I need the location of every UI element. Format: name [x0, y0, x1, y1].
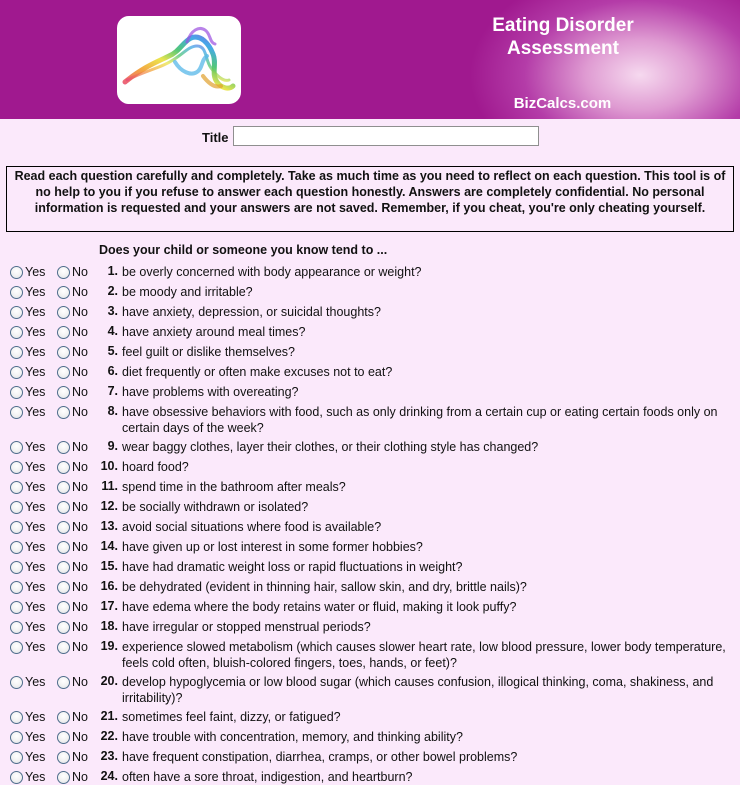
no-option[interactable] — [57, 538, 88, 556]
question-text: be moody and irritable? — [122, 285, 253, 299]
yes-option[interactable] — [10, 478, 45, 496]
no-option[interactable] — [57, 263, 88, 281]
question-row — [0, 383, 740, 401]
no-option[interactable] — [57, 598, 88, 616]
question-row — [0, 363, 740, 381]
question-row — [0, 403, 740, 435]
question-row — [0, 708, 740, 726]
no-label: No — [72, 560, 88, 574]
yes-option[interactable] — [10, 598, 45, 616]
yes-label: Yes — [25, 365, 46, 379]
question-number: 7. — [107, 384, 118, 398]
question-number: 15. — [100, 559, 118, 573]
question-number: 8. — [107, 404, 118, 418]
no-radio[interactable] — [57, 731, 70, 744]
no-label: No — [72, 540, 88, 554]
yes-label: Yes — [25, 640, 46, 654]
no-label: No — [72, 750, 88, 764]
no-radio[interactable] — [57, 521, 70, 534]
yes-option[interactable] — [10, 708, 45, 726]
no-label: No — [72, 500, 88, 514]
yes-label: Yes — [25, 710, 46, 724]
yes-radio[interactable] — [10, 286, 23, 299]
no-label: No — [72, 365, 88, 379]
no-option[interactable] — [57, 558, 88, 576]
question-text: experience slowed metabolism (which causes slower heart rate, low blood pressure, lower body temperature, feels cold often, bluish-colored fingers, toes, hands, or feet)? — [122, 640, 726, 670]
question-text: have obsessive behaviors with food, such as only drinking from a certain cup or eating certain foods only on certain days of the week? — [122, 405, 718, 435]
yes-option[interactable] — [10, 363, 45, 381]
yes-label: Yes — [25, 460, 46, 474]
question-row — [0, 323, 740, 341]
no-radio[interactable] — [57, 326, 70, 339]
question-text: often have a sore throat, indigestion, and heartburn? — [122, 770, 413, 784]
question-row — [0, 748, 740, 766]
title-row — [0, 126, 740, 148]
no-radio[interactable] — [57, 711, 70, 724]
no-radio[interactable] — [57, 641, 70, 654]
yes-label: Yes — [25, 345, 46, 359]
no-label: No — [72, 580, 88, 594]
question-row — [0, 498, 740, 516]
yes-option[interactable] — [10, 303, 45, 321]
yes-radio[interactable] — [10, 441, 23, 454]
yes-label: Yes — [25, 265, 46, 279]
question-text: develop hypoglycemia or low blood sugar (which causes confusion, illogical thinking, coma, shakiness, and irritability)? — [122, 675, 714, 705]
yes-option[interactable] — [10, 438, 45, 456]
yes-label: Yes — [25, 500, 46, 514]
question-number: 20. — [100, 674, 118, 688]
yes-radio[interactable] — [10, 521, 23, 534]
app-title-line1: Eating Disorder — [492, 15, 634, 36]
question-number: 5. — [107, 344, 118, 358]
question-text: have trouble with concentration, memory, and thinking ability? — [122, 730, 463, 744]
no-label: No — [72, 710, 88, 724]
yes-label: Yes — [25, 560, 46, 574]
no-option[interactable] — [57, 343, 88, 361]
yes-radio[interactable] — [10, 386, 23, 399]
yes-label: Yes — [25, 675, 46, 689]
no-label: No — [72, 460, 88, 474]
no-option[interactable] — [57, 768, 88, 785]
no-radio[interactable] — [57, 581, 70, 594]
question-text: have given up or lost interest in some former hobbies? — [122, 540, 423, 554]
header-banner — [0, 0, 740, 119]
no-label: No — [72, 440, 88, 454]
question-row — [0, 538, 740, 556]
yes-label: Yes — [25, 540, 46, 554]
yes-option[interactable] — [10, 518, 45, 536]
question-number: 6. — [107, 364, 118, 378]
yes-option[interactable] — [10, 498, 45, 516]
question-text: have anxiety, depression, or suicidal thoughts? — [122, 305, 381, 319]
question-row — [0, 768, 740, 785]
no-option[interactable] — [57, 363, 88, 381]
no-label: No — [72, 265, 88, 279]
no-radio[interactable] — [57, 366, 70, 379]
no-radio[interactable] — [57, 561, 70, 574]
no-label: No — [72, 480, 88, 494]
no-option[interactable] — [57, 708, 88, 726]
no-radio[interactable] — [57, 406, 70, 419]
yes-label: Yes — [25, 730, 46, 744]
no-option[interactable] — [57, 458, 88, 476]
yes-option[interactable] — [10, 578, 45, 596]
no-option[interactable] — [57, 638, 88, 656]
no-label: No — [72, 345, 88, 359]
no-option[interactable] — [57, 578, 88, 596]
question-text: be overly concerned with body appearance or weight? — [122, 265, 422, 279]
no-option[interactable] — [57, 383, 88, 401]
yes-radio[interactable] — [10, 346, 23, 359]
question-row — [0, 518, 740, 536]
no-option[interactable] — [57, 618, 88, 636]
question-text: be dehydrated (evident in thinning hair, sallow skin, and dry, brittle nails)? — [122, 580, 527, 594]
question-number: 17. — [100, 599, 118, 613]
no-radio[interactable] — [57, 286, 70, 299]
no-radio[interactable] — [57, 751, 70, 764]
yes-option[interactable] — [10, 558, 45, 576]
no-radio[interactable] — [57, 386, 70, 399]
yes-radio[interactable] — [10, 641, 23, 654]
yes-label: Yes — [25, 480, 46, 494]
yes-label: Yes — [25, 580, 46, 594]
question-number: 18. — [100, 619, 118, 633]
question-text: have edema where the body retains water or fluid, making it look puffy? — [122, 600, 517, 614]
no-radio[interactable] — [57, 771, 70, 784]
yes-option[interactable] — [10, 618, 45, 636]
yes-option[interactable] — [10, 383, 45, 401]
question-number: 2. — [107, 284, 118, 298]
question-number: 23. — [100, 749, 118, 763]
no-radio[interactable] — [57, 501, 70, 514]
yes-label: Yes — [25, 385, 46, 399]
title-label: Title — [202, 130, 229, 145]
yes-option[interactable] — [10, 283, 45, 301]
no-radio[interactable] — [57, 306, 70, 319]
yes-label: Yes — [25, 440, 46, 454]
yes-radio[interactable] — [10, 751, 23, 764]
no-radio[interactable] — [57, 601, 70, 614]
question-number: 21. — [100, 709, 118, 723]
question-number: 10. — [100, 459, 118, 473]
yes-radio[interactable] — [10, 676, 23, 689]
question-number: 16. — [100, 579, 118, 593]
question-number: 1. — [107, 264, 118, 278]
yes-option[interactable] — [10, 323, 45, 341]
no-label: No — [72, 620, 88, 634]
no-radio[interactable] — [57, 266, 70, 279]
question-row — [0, 478, 740, 496]
yes-label: Yes — [25, 600, 46, 614]
yes-option[interactable] — [10, 538, 45, 556]
no-option[interactable] — [57, 518, 88, 536]
yes-radio[interactable] — [10, 561, 23, 574]
yes-radio[interactable] — [10, 266, 23, 279]
question-text: have frequent constipation, diarrhea, cramps, or other bowel problems? — [122, 750, 518, 764]
yes-radio[interactable] — [10, 326, 23, 339]
question-text: wear baggy clothes, layer their clothes, or their clothing style has changed? — [122, 440, 539, 454]
question-text: diet frequently or often make excuses not to eat? — [122, 365, 393, 379]
no-label: No — [72, 325, 88, 339]
yes-radio[interactable] — [10, 406, 23, 419]
no-option[interactable] — [57, 673, 88, 691]
question-row — [0, 673, 740, 705]
question-number: 24. — [100, 769, 118, 783]
question-text: have had dramatic weight loss or rapid fluctuations in weight? — [122, 560, 463, 574]
yes-option[interactable] — [10, 263, 45, 281]
yes-radio[interactable] — [10, 621, 23, 634]
no-label: No — [72, 770, 88, 784]
question-number: 12. — [100, 499, 118, 513]
no-option[interactable] — [57, 498, 88, 516]
question-row — [0, 638, 740, 670]
question-text: have problems with overeating? — [122, 385, 299, 399]
yes-radio[interactable] — [10, 581, 23, 594]
question-prompt: Does your child or someone you know tend to ... — [99, 243, 388, 257]
no-radio[interactable] — [57, 461, 70, 474]
yes-radio[interactable] — [10, 541, 23, 554]
yes-label: Yes — [25, 620, 46, 634]
question-row — [0, 343, 740, 361]
question-number: 11. — [101, 479, 118, 493]
question-row — [0, 438, 740, 456]
question-text: hoard food? — [122, 460, 189, 474]
question-row — [0, 578, 740, 596]
app-title — [470, 14, 656, 60]
question-row — [0, 283, 740, 301]
question-row — [0, 598, 740, 616]
yes-label: Yes — [25, 305, 46, 319]
no-label: No — [72, 285, 88, 299]
yes-label: Yes — [25, 770, 46, 784]
no-label: No — [72, 675, 88, 689]
yes-radio[interactable] — [10, 771, 23, 784]
yes-option[interactable] — [10, 403, 45, 421]
rainbow-smoke-logo-icon — [117, 16, 241, 104]
yes-radio[interactable] — [10, 461, 23, 474]
yes-option[interactable] — [10, 728, 45, 746]
no-label: No — [72, 405, 88, 419]
yes-label: Yes — [25, 325, 46, 339]
yes-option[interactable] — [10, 638, 45, 656]
question-number: 22. — [100, 729, 118, 743]
no-radio[interactable] — [57, 676, 70, 689]
question-text: feel guilt or dislike themselves? — [122, 345, 295, 359]
yes-option[interactable] — [10, 768, 45, 785]
no-option[interactable] — [57, 728, 88, 746]
question-text: be socially withdrawn or isolated? — [122, 500, 309, 514]
question-row — [0, 458, 740, 476]
yes-option[interactable] — [10, 673, 45, 691]
app-title-line2: Assessment — [507, 38, 619, 59]
instructions-box: Read each question carefully and completely. Take as much time as you need to reflect on each question. This tool is of no help to you if you refuse to answer each question honestly. Answers are completely confidential. No personal information is requested and your answers are not saved. Remember, if you cheat, you're only cheating yourself. — [6, 166, 734, 232]
no-label: No — [72, 520, 88, 534]
yes-label: Yes — [25, 750, 46, 764]
question-number: 9. — [107, 439, 118, 453]
no-option[interactable] — [57, 323, 88, 341]
question-number: 19. — [100, 639, 118, 653]
no-radio[interactable] — [57, 541, 70, 554]
no-label: No — [72, 305, 88, 319]
no-option[interactable] — [57, 438, 88, 456]
yes-option[interactable] — [10, 343, 45, 361]
yes-radio[interactable] — [10, 306, 23, 319]
question-row — [0, 558, 740, 576]
question-text: sometimes feel faint, dizzy, or fatigued? — [122, 710, 341, 724]
site-name: BizCalcs.com — [513, 95, 612, 112]
no-option[interactable] — [57, 283, 88, 301]
no-option[interactable] — [57, 478, 88, 496]
question-text: have irregular or stopped menstrual periods? — [122, 620, 371, 634]
no-radio[interactable] — [57, 481, 70, 494]
question-row — [0, 618, 740, 636]
yes-radio[interactable] — [10, 366, 23, 379]
title-input[interactable] — [233, 126, 539, 146]
no-label: No — [72, 385, 88, 399]
no-option[interactable] — [57, 748, 88, 766]
yes-radio[interactable] — [10, 711, 23, 724]
no-radio[interactable] — [57, 441, 70, 454]
question-text: avoid social situations where food is available? — [122, 520, 382, 534]
no-radio[interactable] — [57, 621, 70, 634]
question-row — [0, 303, 740, 321]
question-text: spend time in the bathroom after meals? — [122, 480, 346, 494]
no-label: No — [72, 730, 88, 744]
no-option[interactable] — [57, 303, 88, 321]
logo-image — [117, 16, 241, 104]
question-row — [0, 728, 740, 746]
yes-radio[interactable] — [10, 731, 23, 744]
yes-option[interactable] — [10, 748, 45, 766]
no-label: No — [72, 640, 88, 654]
yes-label: Yes — [25, 520, 46, 534]
question-number: 4. — [107, 324, 118, 338]
no-label: No — [72, 600, 88, 614]
yes-option[interactable] — [10, 458, 45, 476]
yes-radio[interactable] — [10, 501, 23, 514]
yes-label: Yes — [25, 285, 46, 299]
yes-radio[interactable] — [10, 481, 23, 494]
question-number: 13. — [100, 519, 118, 533]
question-number: 3. — [107, 304, 118, 318]
yes-label: Yes — [25, 405, 46, 419]
question-text: have anxiety around meal times? — [122, 325, 306, 339]
question-row — [0, 263, 740, 281]
yes-radio[interactable] — [10, 601, 23, 614]
question-number: 14. — [100, 539, 118, 553]
no-option[interactable] — [57, 403, 88, 421]
no-radio[interactable] — [57, 346, 70, 359]
